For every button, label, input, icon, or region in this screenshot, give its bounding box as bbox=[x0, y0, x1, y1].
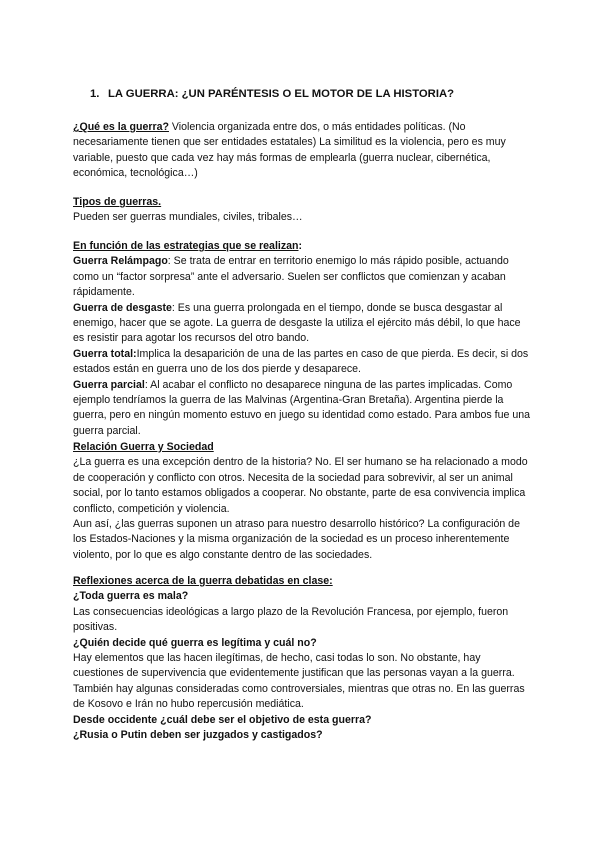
estrategia-text: Implica la desaparición de una de las partes en caso de que pierda. Es decir, si dos estados están en guerra uno de los dos pierde y desaparece. bbox=[73, 347, 529, 376]
estrategias-heading: En función de las estrategias que se realizan bbox=[73, 240, 299, 252]
answer: Hay elementos que las hacen ilegítimas, de hecho, casi todas lo son. No obstante, hay cuestiones de supervivencia que evidentemente justifican que las personas vayan a la guerra. También hay algunas consideradas como controversiales, mientras que otras no. En las guerras de Kosovo e Irán no hubo repercusión mediática. bbox=[73, 652, 525, 711]
answer: Las consecuencias ideológicas a largo plazo de la Revolución Francesa, por ejemplo, fueron positivas. bbox=[73, 605, 509, 634]
reflexiones-section bbox=[73, 574, 533, 743]
estrategias-heading-suffix: : bbox=[298, 240, 303, 252]
tipos-text: Pueden ser guerras mundiales, civiles, tribales… bbox=[73, 211, 303, 224]
estrategia-item bbox=[73, 378, 533, 440]
intro-paragraph bbox=[73, 120, 533, 182]
estrategia-term: Guerra Relámpago bbox=[73, 255, 168, 268]
estrategias-section bbox=[73, 239, 533, 439]
estrategia-text: : Es una guerra prolongada en el tiempo, donde se busca desgastar al enemigo, hacer que se agote. La guerra de desgaste la utiliza el ejército más débil, lo que hace es resistir para agotar los recursos del otro bando. bbox=[73, 301, 521, 345]
section-title bbox=[90, 88, 454, 100]
intro-term: ¿Qué es la guerra? bbox=[73, 121, 169, 133]
tipos-heading: Tipos de guerras. bbox=[73, 196, 162, 208]
estrategia-term: Guerra parcial bbox=[73, 378, 145, 391]
relacion-paragraph: Aun así, ¿las guerras suponen un atraso para nuestro desarrollo histórico? La configuración de los Estados-Naciones y la misma organización de la sociedad es un proceso inherentemente violento, por lo que es algo constante dentro de las sociedades. bbox=[73, 518, 520, 561]
estrategia-text: : Al acabar el conflicto no desaparece ninguna de las partes implicadas. Como ejemplo tendríamos la guerra de las Malvinas (Argentina-Gran Bretaña). Argentina pierde la guerra, pero en ningún momento estuvo en juego su identidad como estado. Para ambos fue una guerra parcial. bbox=[73, 378, 531, 437]
estrategia-text: : Se trata de entrar en territorio enemigo lo más rápido posible, actuando como un “factor sorpresa” ante el adversario. Suelen ser conflictos que comienzan y acaban rápidamente. bbox=[73, 255, 509, 299]
tipos-section bbox=[73, 195, 533, 226]
question: Desde occidente ¿cuál debe ser el objetivo de esta guerra? bbox=[73, 713, 372, 726]
estrategia-item bbox=[73, 347, 533, 378]
estrategia-item bbox=[73, 301, 533, 347]
relacion-section bbox=[73, 440, 533, 563]
relacion-paragraph: ¿La guerra es una excepción dentro de la historia? No. El ser humano se ha relacionado a modo de cooperación y conflicto con otros. Necesita de la sociedad para sobrevivir, al ser un animal social, por lo tanto estamos obligados a cooperar. No obstante, parte de esa convivencia implica conflicto, competición y violencia. bbox=[73, 456, 528, 515]
question: ¿Quién decide qué guerra es legítima y cuál no? bbox=[73, 636, 317, 649]
section-title-text: LA GUERRA: ¿UN PARÉNTESIS O EL MOTOR DE LA HISTORIA? bbox=[108, 88, 455, 100]
estrategia-item bbox=[73, 254, 533, 300]
estrategia-term: Guerra total: bbox=[73, 347, 137, 360]
section-number: 1. bbox=[90, 88, 100, 100]
intro-text: Violencia organizada entre dos, o más entidades políticas. (No necesariamente tienen que ser entidades estatales) La similitud es la violencia, pero es muy variable, puesto que cada vez hay más formas de emplearla (guerra nuclear, cibernética, económica, tecnológica…) bbox=[73, 121, 506, 180]
relacion-heading: Relación Guerra y Sociedad bbox=[73, 441, 214, 453]
question: ¿Toda guerra es mala? bbox=[73, 590, 189, 603]
estrategia-term: Guerra de desgaste bbox=[73, 301, 172, 314]
question: ¿Rusia o Putin deben ser juzgados y castigados? bbox=[73, 729, 323, 742]
reflexiones-heading: Reflexiones acerca de la guerra debatidas en clase: bbox=[73, 575, 333, 587]
